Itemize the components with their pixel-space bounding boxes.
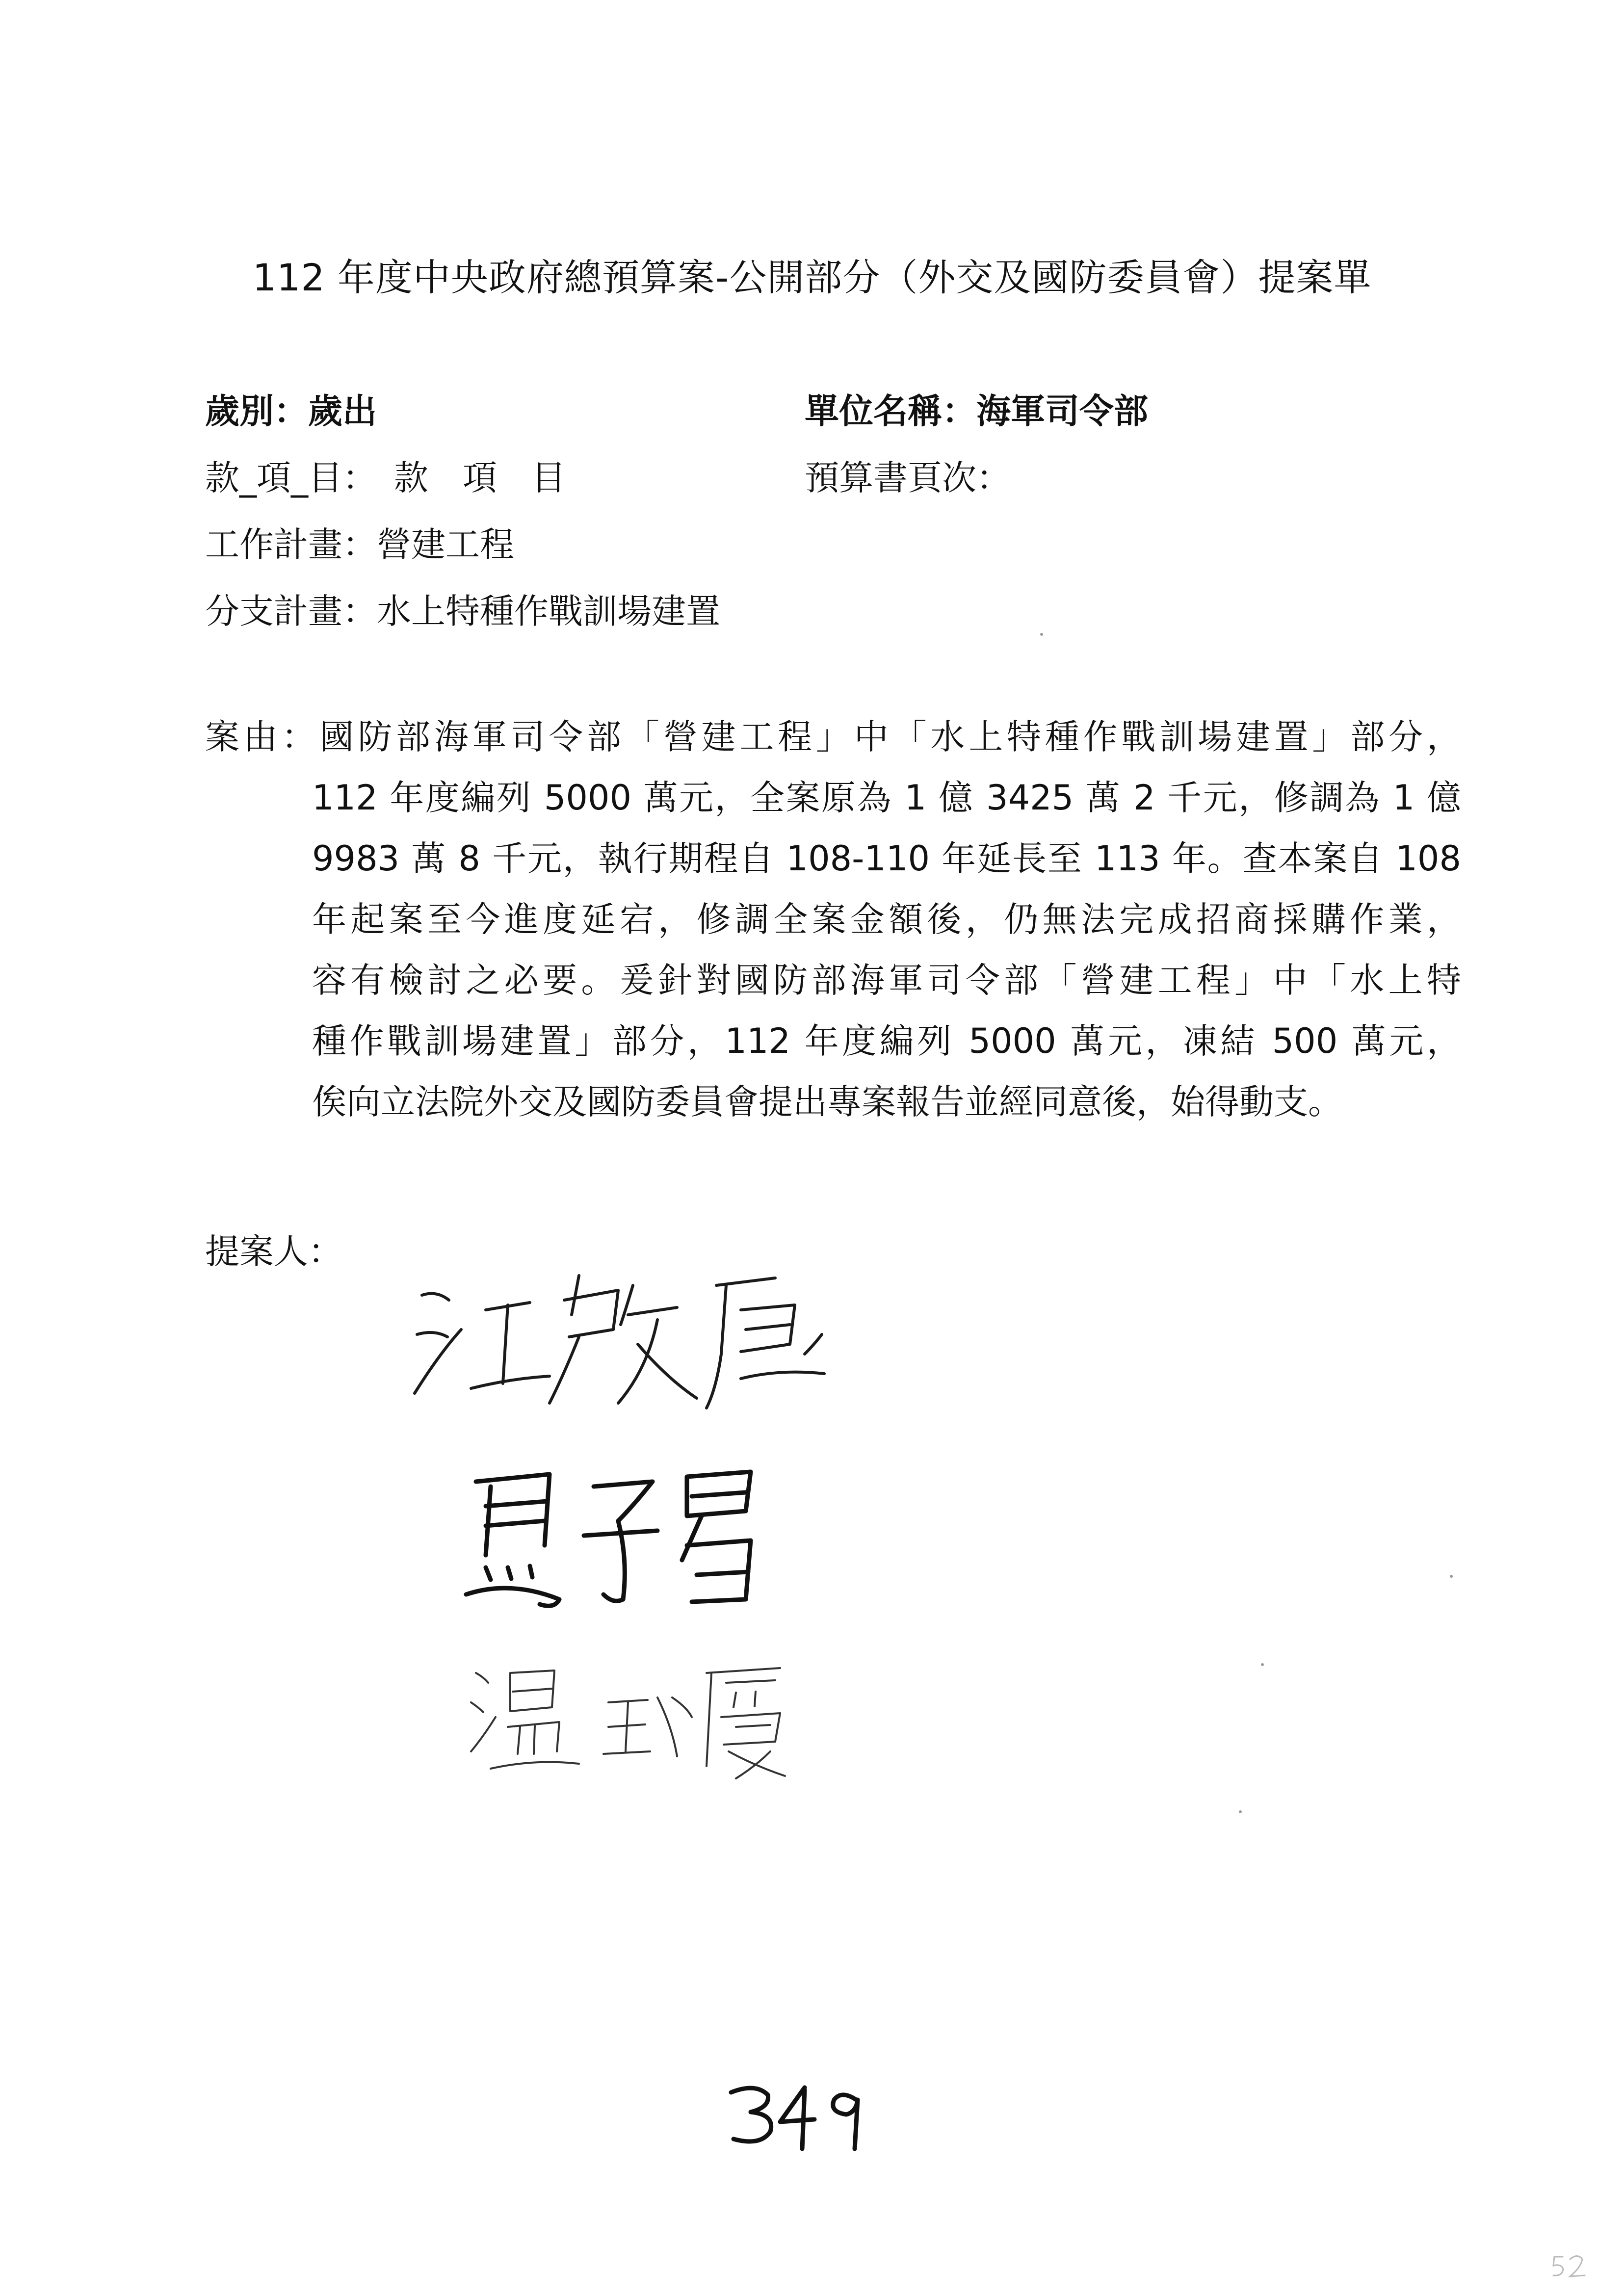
proposer-label: 提案人： [205,1231,342,1272]
handwritten-page-number [721,2080,868,2154]
reason-block [205,706,1461,1132]
signature-ma [456,1452,790,1639]
corner-mark [1550,2252,1590,2281]
signature-jiang [402,1256,844,1418]
scan-speck [1239,1810,1242,1813]
reason-line: 案由：國防部海軍司令部「營建工程」中「水上特種作戰訓場建置」部分， [205,717,1461,757]
branch-plan-field: 分支計畫：水上特種作戰訓場建置 [205,591,720,631]
reason-line: 種作戰訓場建置」部分，112 年度編列 5000 萬元，凍結 500 萬元， [312,1021,1461,1061]
reason-line: 112 年度編列 5000 萬元，全案原為 1 億 3425 萬 2 千元，修調為 1 億 [312,778,1461,818]
scan-speck [1261,1663,1264,1666]
kuan-xiang-mu-field: 款_項_目： 款 項 目 [205,458,566,498]
reason-line: 俟向立法院外交及國防委員會提出專案報告並經同意後，始得動支。 [312,1082,1342,1122]
reason-line: 9983 萬 8 千元，執行期程自 108-110 年延長至 113 年。查本案自 108 [312,838,1461,879]
scan-speck [1040,633,1043,636]
budget-page-field: 預算書頁次： [805,458,1011,498]
work-plan-field: 工作計畫：營建工程 [205,524,514,565]
scan-speck [1450,1575,1453,1578]
reason-line: 容有檢討之必要。爰針對國防部海軍司令部「營建工程」中「水上特 [312,960,1461,1000]
document-title: 112 年度中央政府總預算案-公開部分（外交及國防委員會）提案單 [252,256,1372,299]
signature-wen [461,1653,805,1786]
unit-name-field: 單位名稱：海軍司令部 [805,391,1148,431]
reason-line: 年起案至今進度延宕，修調全案金額後，仍無法完成招商採購作業， [312,899,1461,939]
year-category-field: 歲別：歲出 [205,391,377,431]
